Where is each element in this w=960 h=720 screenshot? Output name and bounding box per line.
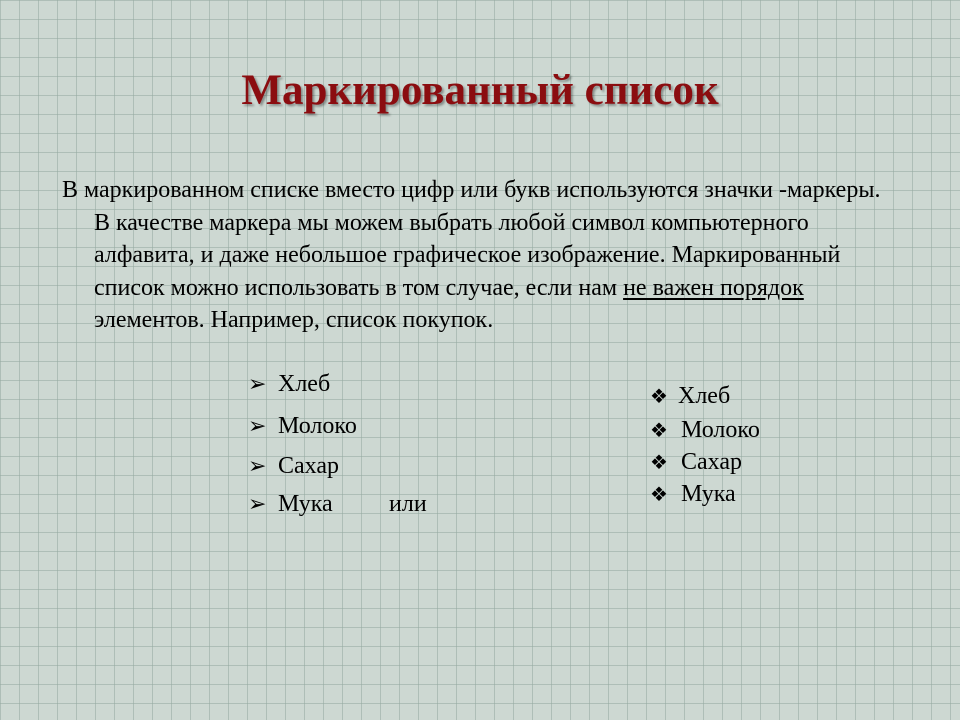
underlined-phrase: не важен порядок xyxy=(623,274,804,301)
list-item xyxy=(248,452,339,480)
four-diamond-bullet-icon: ❖ xyxy=(650,384,668,408)
four-diamond-bullet-icon: ❖ xyxy=(650,450,668,474)
list-item-label: Хлеб xyxy=(678,383,731,409)
list-item xyxy=(650,416,760,444)
list-item-label: Молоко xyxy=(681,417,760,443)
list-item-label: Сахар xyxy=(278,453,339,479)
four-diamond-bullet-icon: ❖ xyxy=(650,418,668,442)
arrowhead-bullet-icon: ➢ xyxy=(248,371,267,396)
list-item xyxy=(650,382,730,410)
list-item xyxy=(650,480,736,508)
list-item-label: Сахар xyxy=(681,449,742,475)
paragraph-text-before: В маркированном списке вместо цифр или букв используются значки -маркеры. В качестве маркера мы можем выбрать любой символ компьютерного алфавита, и даже небольшое графическое изображение. Маркированный список можно использовать в том случае, если нам xyxy=(62,177,881,301)
arrowhead-bullet-icon: ➢ xyxy=(248,491,267,516)
list-item-label: Хлеб xyxy=(278,371,331,397)
list-item xyxy=(650,448,742,476)
list-item xyxy=(248,412,357,440)
slide-title: Маркированный список xyxy=(241,67,719,114)
list-item-label: Молоко xyxy=(278,413,357,439)
body-paragraph xyxy=(62,174,894,337)
list-item xyxy=(248,490,333,518)
list-item-label: Мука xyxy=(681,481,736,507)
list-item xyxy=(248,370,330,398)
connector-word: или xyxy=(389,491,427,517)
arrowhead-bullet-icon: ➢ xyxy=(248,453,267,478)
paragraph-text-after: элементов. Например, список покупок. xyxy=(94,307,494,333)
arrowhead-bullet-icon: ➢ xyxy=(248,413,267,438)
four-diamond-bullet-icon: ❖ xyxy=(650,482,668,506)
list-item-label: Мука xyxy=(278,491,333,517)
